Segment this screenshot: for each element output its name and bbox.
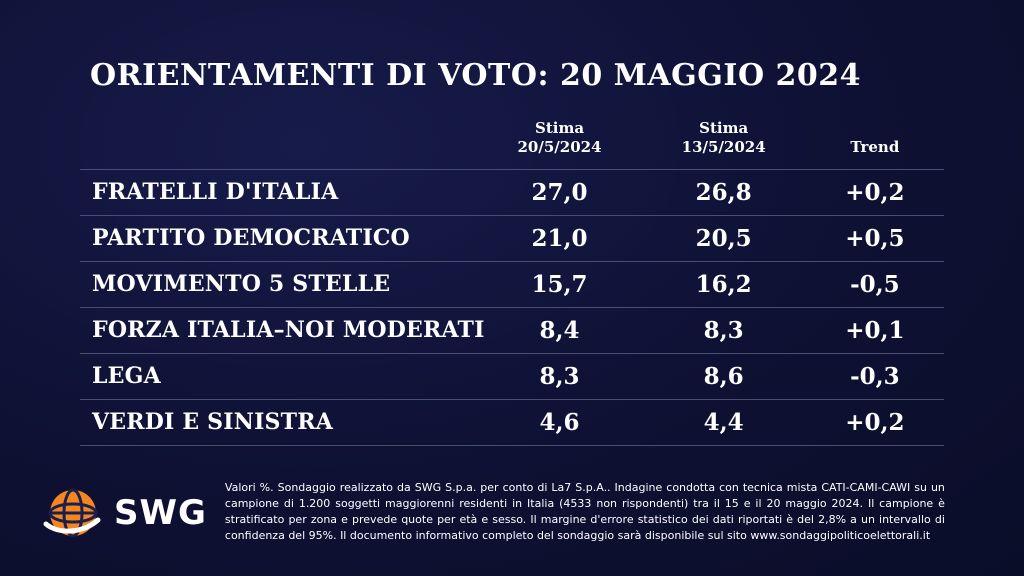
column-header-stima-new xyxy=(477,119,641,169)
row-stima-new: 4,6 xyxy=(539,408,580,436)
row-party-label: FRATELLI D'ITALIA xyxy=(92,179,339,205)
table-row xyxy=(80,353,944,399)
table-row xyxy=(80,399,944,445)
row-stima-new: 21,0 xyxy=(531,224,588,252)
slide-footer xyxy=(0,462,1024,576)
table-row xyxy=(80,215,944,261)
table-header xyxy=(80,119,944,169)
column-header-stima-old-line1: Stima xyxy=(699,119,749,137)
row-stima-new: 8,4 xyxy=(539,316,580,344)
row-party-label: FORZA ITALIA–NOI MODERATI xyxy=(92,317,485,343)
row-trend: +0,2 xyxy=(845,178,905,206)
row-party-label: VERDI E SINISTRA xyxy=(92,409,333,435)
row-stima-old: 8,6 xyxy=(703,362,744,390)
row-stima-new: 15,7 xyxy=(531,270,588,298)
row-trend: -0,3 xyxy=(850,362,900,390)
column-header-trend-line1: Trend xyxy=(850,137,900,156)
column-header-stima-new-line1: Stima xyxy=(534,119,585,137)
row-stima-old: 20,5 xyxy=(695,224,752,252)
poll-table xyxy=(80,119,944,446)
row-stima-old: 4,4 xyxy=(703,408,744,436)
row-stima-old: 8,3 xyxy=(703,316,744,344)
row-party-label: LEGA xyxy=(92,363,161,389)
column-header-party xyxy=(80,119,477,169)
row-party-label: PARTITO DEMOCRATICO xyxy=(92,225,410,251)
row-stima-new: 27,0 xyxy=(531,178,588,206)
swg-logo-text: SWG xyxy=(114,493,207,533)
column-header-trend xyxy=(806,119,944,169)
table-row xyxy=(80,169,944,215)
row-trend: -0,5 xyxy=(850,270,900,298)
table-body xyxy=(80,169,944,445)
page-title: ORIENTAMENTI DI VOTO: 20 MAGGIO 2024 xyxy=(90,58,862,93)
column-header-stima-old-line2: 13/5/2024 xyxy=(681,137,766,156)
row-trend: +0,2 xyxy=(845,408,905,436)
row-trend: +0,1 xyxy=(845,316,905,344)
row-stima-old: 26,8 xyxy=(695,178,752,206)
table-row xyxy=(80,307,944,353)
swg-globe-icon xyxy=(42,482,104,544)
methodology-disclaimer: Valori %. Sondaggio realizzato da SWG S.p.a. per conto di La7 S.p.A.. Indagine condotta con tecnica mista CATI-CAMI-CAWI su un campione di 1.200 soggetti maggiorenni residenti in Italia (4533 non rispondenti) tra il 15 e il 20 maggio 2024. Il campione è stratificato per zona e prevede quote per età e sesso. Il margine d'errore statistico dei dati riportati è del 2,8% a un intervallo di confidenza del 95%. Il documento informativo completo del sondaggio sarà disponibile sul sito www.sondaggipoliticoelettorali.it xyxy=(224,481,945,542)
column-header-stima-old xyxy=(642,119,806,169)
row-stima-new: 8,3 xyxy=(539,362,580,390)
row-stima-old: 16,2 xyxy=(695,270,752,298)
row-party-label: MOVIMENTO 5 STELLE xyxy=(92,271,391,297)
row-trend: +0,5 xyxy=(845,224,905,252)
swg-logo xyxy=(42,468,207,544)
column-header-stima-new-line2: 20/5/2024 xyxy=(517,137,602,156)
table-header-row xyxy=(80,119,944,169)
table-row xyxy=(80,261,944,307)
